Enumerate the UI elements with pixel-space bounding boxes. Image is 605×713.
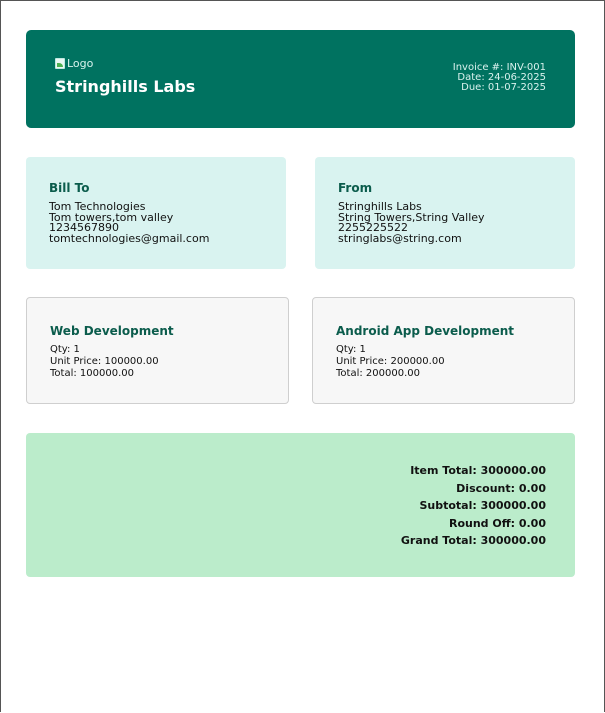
bill-to-card	[26, 157, 286, 269]
line-item-card	[312, 297, 575, 404]
item-total: Item Total: 300000.00	[410, 464, 546, 477]
line-item-title: Android App Development	[336, 324, 515, 338]
line-item-card	[26, 297, 289, 404]
from-address: String Towers,String Valley	[338, 210, 485, 224]
line-item-title: Web Development	[50, 324, 174, 338]
line-item-total: Total: 200000.00	[336, 368, 420, 379]
round-off: Round Off: 0.00	[448, 516, 546, 530]
from-email: stringlabs@string.com	[338, 231, 462, 245]
discount: Discount: 0.00	[456, 481, 546, 495]
line-item-unit-price: Unit Price: 100000.00	[50, 356, 159, 367]
invoice-due-date: Due: 01-07-2025	[461, 82, 546, 93]
line-item-total: Total: 100000.00	[50, 368, 134, 379]
from-card	[315, 157, 575, 269]
subtotal: Subtotal: 300000.00	[419, 499, 546, 512]
logo	[55, 57, 93, 70]
line-item-details	[336, 344, 445, 380]
invoice-date: Date: 24-06-2025	[457, 72, 546, 83]
broken-image-icon	[55, 58, 65, 69]
line-item-qty: Qty: 1	[50, 344, 80, 355]
totals-summary	[401, 462, 546, 550]
bill-to-email: tomtechnologies@gmail.com	[49, 231, 210, 245]
invoice-meta	[453, 63, 546, 93]
bill-to-details	[49, 202, 209, 244]
invoice-number: Invoice #: INV-001	[452, 62, 546, 73]
from-title: From	[338, 181, 373, 195]
company-name: Stringhills Labs	[55, 77, 196, 96]
line-item-details	[50, 344, 159, 380]
from-details	[338, 202, 485, 244]
logo-alt-text: Logo	[67, 57, 94, 70]
from-name: Stringhills Labs	[338, 200, 422, 213]
bill-to-name: Tom Technologies	[49, 200, 146, 213]
line-item-qty: Qty: 1	[336, 344, 366, 355]
bill-to-title: Bill To	[49, 181, 90, 195]
from-phone: 2255225522	[338, 221, 408, 234]
bill-to-phone: 1234567890	[49, 221, 119, 234]
invoice-header	[26, 30, 575, 128]
bill-to-address: Tom towers,tom valley	[49, 210, 174, 224]
grand-total: Grand Total: 300000.00	[400, 534, 546, 547]
line-item-unit-price: Unit Price: 200000.00	[336, 356, 445, 367]
totals-card	[26, 433, 575, 577]
